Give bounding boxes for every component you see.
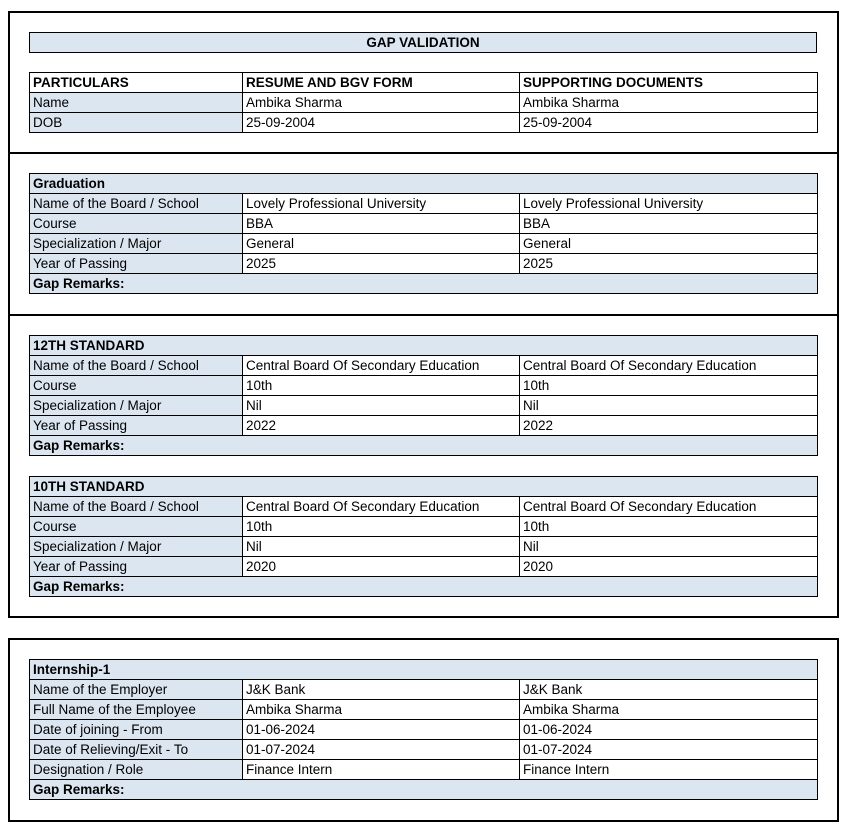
internship-title: Internship-1: [30, 660, 818, 680]
section-header: [30, 660, 818, 680]
row-label: Year of Passing: [30, 416, 243, 436]
table-row: [30, 254, 818, 274]
header-particulars: PARTICULARS: [30, 73, 243, 93]
gap-remarks-row: [30, 577, 818, 597]
resume-value: Central Board Of Secondary Education: [243, 356, 520, 376]
row-label: Specialization / Major: [30, 537, 243, 557]
internship-table: [29, 659, 818, 800]
document-value: Ambika Sharma: [520, 700, 818, 720]
document-value: Lovely Professional University: [520, 194, 818, 214]
row-label: Date of joining - From: [30, 720, 243, 740]
resume-value: Central Board Of Secondary Education: [243, 497, 520, 517]
resume-value: 01-06-2024: [243, 720, 520, 740]
document-value: General: [520, 234, 818, 254]
table-row: [30, 396, 818, 416]
document-value: Central Board Of Secondary Education: [520, 497, 818, 517]
document-value: 01-06-2024: [520, 720, 818, 740]
table-row: [30, 497, 818, 517]
gap-remarks-row: [30, 780, 818, 800]
resume-value: BBA: [243, 214, 520, 234]
resume-value: 01-07-2024: [243, 740, 520, 760]
twelfth-table: [29, 335, 818, 456]
document-value: 25-09-2004: [520, 113, 818, 133]
document-value: 2020: [520, 557, 818, 577]
row-label: Name of the Board / School: [30, 497, 243, 517]
document-value: Nil: [520, 537, 818, 557]
gap-remarks: Gap Remarks:: [30, 274, 818, 294]
table-row: [30, 194, 818, 214]
resume-value: 10th: [243, 517, 520, 537]
document-value: Central Board Of Secondary Education: [520, 356, 818, 376]
gap-remarks: Gap Remarks:: [30, 780, 818, 800]
resume-value: 25-09-2004: [243, 113, 520, 133]
row-label: Designation / Role: [30, 760, 243, 780]
resume-value: Ambika Sharma: [243, 93, 520, 113]
document-value: J&K Bank: [520, 680, 818, 700]
resume-value: J&K Bank: [243, 680, 520, 700]
resume-value: Nil: [243, 537, 520, 557]
document-value: 2025: [520, 254, 818, 274]
document-value: BBA: [520, 214, 818, 234]
table-row: [30, 700, 818, 720]
resume-value: 2020: [243, 557, 520, 577]
resume-value: Lovely Professional University: [243, 194, 520, 214]
table-row: [30, 537, 818, 557]
header-row: [30, 73, 818, 93]
resume-value: Finance Intern: [243, 760, 520, 780]
row-label: Name: [30, 93, 243, 113]
document-value: Finance Intern: [520, 760, 818, 780]
document-value: 2022: [520, 416, 818, 436]
table-row: [30, 760, 818, 780]
table-row: [30, 356, 818, 376]
document-value: Ambika Sharma: [520, 93, 818, 113]
row-label: Specialization / Major: [30, 396, 243, 416]
table-row: [30, 680, 818, 700]
table-row: [30, 93, 818, 113]
gap-remarks: Gap Remarks:: [30, 577, 818, 597]
document-value: 01-07-2024: [520, 740, 818, 760]
table-row: [30, 740, 818, 760]
row-label: Course: [30, 376, 243, 396]
row-label: Course: [30, 517, 243, 537]
table-row: [30, 376, 818, 396]
page-title: GAP VALIDATION: [29, 32, 817, 53]
gap-remarks-row: [30, 274, 818, 294]
graduation-title: Graduation: [30, 174, 818, 194]
twelfth-title: 12TH STANDARD: [30, 336, 818, 356]
resume-value: 10th: [243, 376, 520, 396]
gap-remarks: Gap Remarks:: [30, 436, 818, 456]
resume-value: Nil: [243, 396, 520, 416]
header-resume: RESUME AND BGV FORM: [243, 73, 520, 93]
row-label: Specialization / Major: [30, 234, 243, 254]
tenth-title: 10TH STANDARD: [30, 477, 818, 497]
section-header: [30, 174, 818, 194]
document-value: 10th: [520, 517, 818, 537]
personal-table: [29, 72, 818, 133]
section-header: [30, 477, 818, 497]
header-documents: SUPPORTING DOCUMENTS: [520, 73, 818, 93]
section-header: [30, 336, 818, 356]
row-label: Name of the Board / School: [30, 356, 243, 376]
row-label: Full Name of the Employee: [30, 700, 243, 720]
resume-value: Ambika Sharma: [243, 700, 520, 720]
row-label: Year of Passing: [30, 557, 243, 577]
row-label: Year of Passing: [30, 254, 243, 274]
tenth-table: [29, 476, 818, 597]
gap-remarks-row: [30, 436, 818, 456]
table-row: [30, 416, 818, 436]
row-label: DOB: [30, 113, 243, 133]
row-label: Date of Relieving/Exit - To: [30, 740, 243, 760]
table-row: [30, 557, 818, 577]
document-value: Nil: [520, 396, 818, 416]
table-row: [30, 517, 818, 537]
table-row: [30, 720, 818, 740]
table-row: [30, 214, 818, 234]
document-value: 10th: [520, 376, 818, 396]
resume-value: 2025: [243, 254, 520, 274]
table-row: [30, 113, 818, 133]
row-label: Name of the Board / School: [30, 194, 243, 214]
row-label: Name of the Employer: [30, 680, 243, 700]
graduation-table: [29, 173, 818, 294]
table-row: [30, 234, 818, 254]
resume-value: General: [243, 234, 520, 254]
row-label: Course: [30, 214, 243, 234]
resume-value: 2022: [243, 416, 520, 436]
